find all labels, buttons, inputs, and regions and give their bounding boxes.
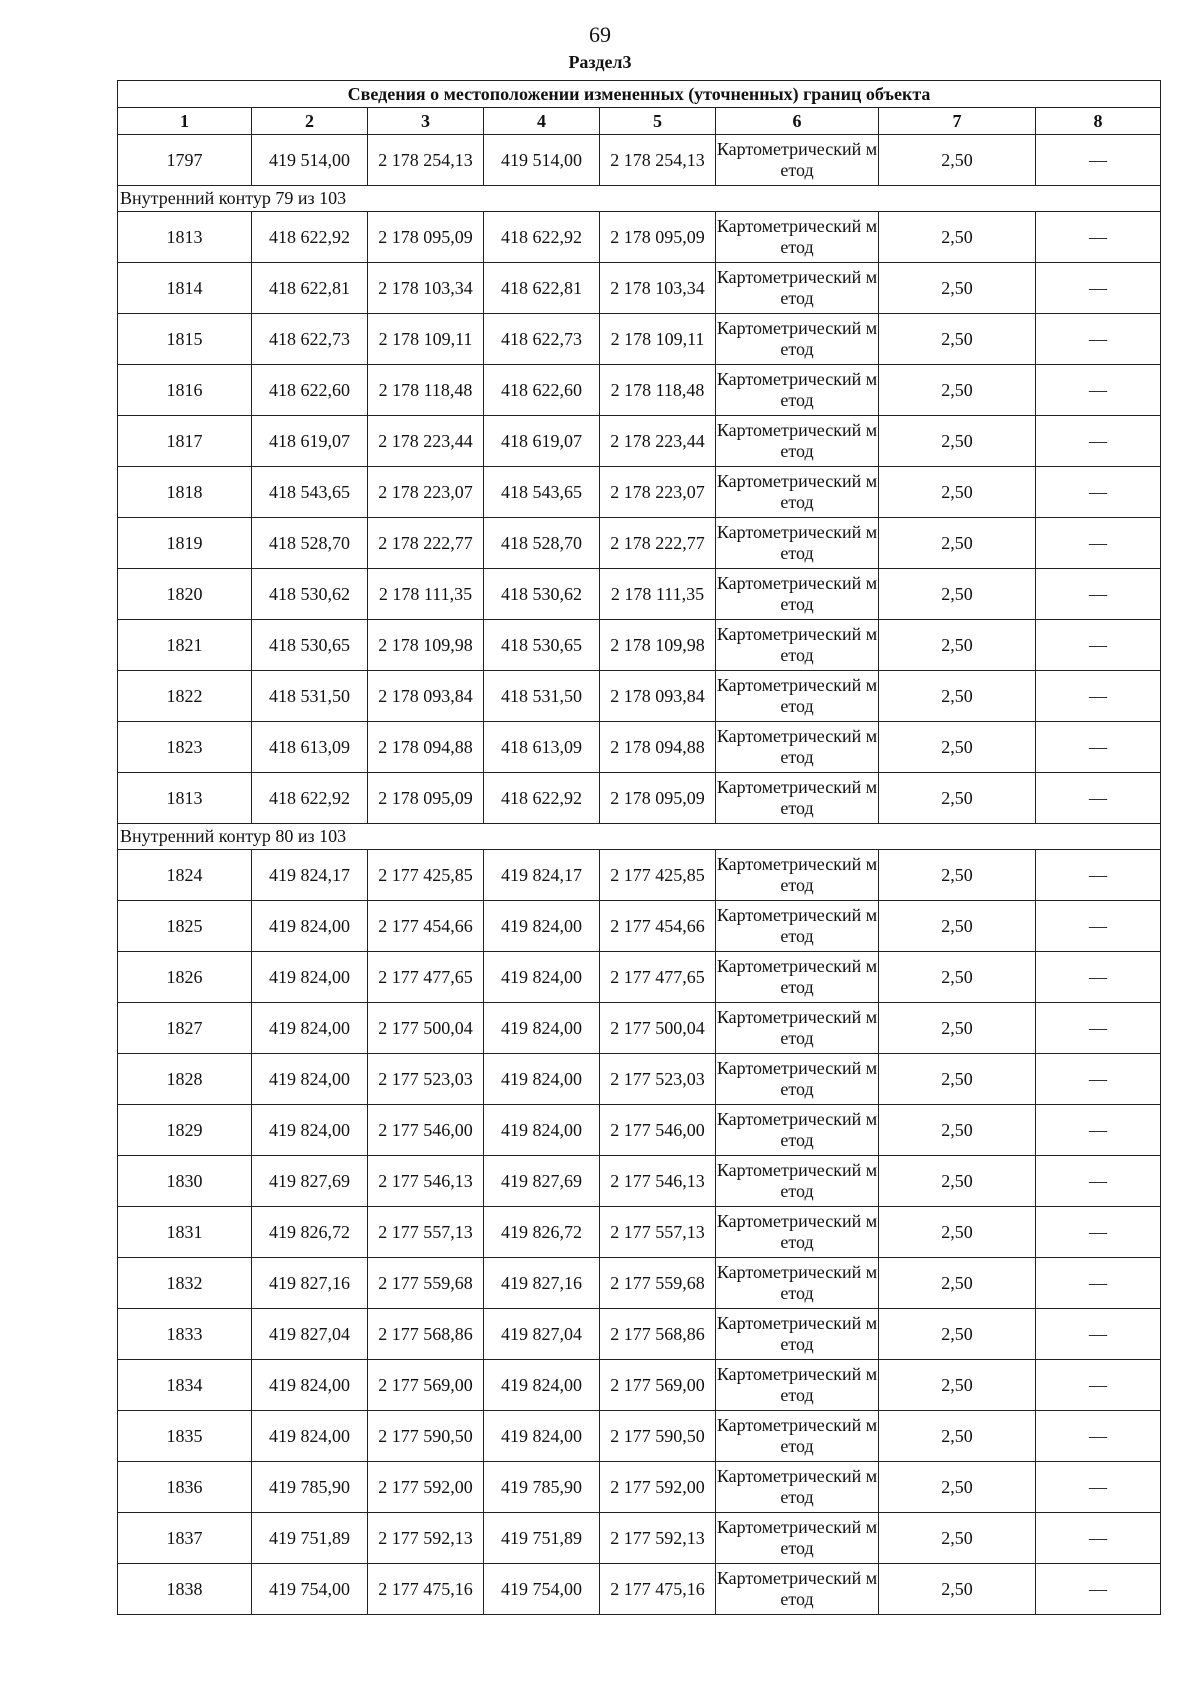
table-row	[118, 1003, 1161, 1054]
description-cell: —	[1036, 467, 1161, 518]
y-new-cell: 2 178 111,35	[600, 569, 716, 620]
x-new-cell: 419 827,69	[484, 1156, 600, 1207]
y-new-cell: 2 177 559,68	[600, 1258, 716, 1309]
description-cell: —	[1036, 1309, 1161, 1360]
table-row	[118, 620, 1161, 671]
x-new-cell: 418 528,70	[484, 518, 600, 569]
accuracy-cell: 2,50	[879, 1258, 1036, 1309]
description-cell: —	[1036, 1207, 1161, 1258]
y-old-cell: 2 178 093,84	[368, 671, 484, 722]
accuracy-cell: 2,50	[879, 671, 1036, 722]
table-row	[118, 212, 1161, 263]
description-cell: —	[1036, 518, 1161, 569]
description-cell: —	[1036, 1360, 1161, 1411]
y-new-cell: 2 178 109,98	[600, 620, 716, 671]
method-cell: Картометрический метод	[716, 901, 879, 952]
y-new-cell: 2 177 477,65	[600, 952, 716, 1003]
accuracy-cell: 2,50	[879, 1411, 1036, 1462]
y-new-cell: 2 178 222,77	[600, 518, 716, 569]
method-cell: Картометрический метод	[716, 569, 879, 620]
method-cell: Картометрический метод	[716, 773, 879, 824]
y-new-cell: 2 177 592,13	[600, 1513, 716, 1564]
accuracy-cell: 2,50	[879, 850, 1036, 901]
point-number-cell: 1838	[118, 1564, 252, 1615]
description-cell: —	[1036, 135, 1161, 186]
point-number-cell: 1825	[118, 901, 252, 952]
contour-label: Внутренний контур 80 из 103	[118, 824, 1161, 850]
description-cell: —	[1036, 1564, 1161, 1615]
x-new-cell: 419 514,00	[484, 135, 600, 186]
y-old-cell: 2 177 475,16	[368, 1564, 484, 1615]
table-row	[118, 901, 1161, 952]
x-new-cell: 419 827,16	[484, 1258, 600, 1309]
table-caption: Сведения о местоположении измененных (уточненных) границ объекта	[118, 81, 1161, 108]
x-old-cell: 418 530,65	[252, 620, 368, 671]
accuracy-cell: 2,50	[879, 135, 1036, 186]
point-number-cell: 1826	[118, 952, 252, 1003]
y-old-cell: 2 177 592,00	[368, 1462, 484, 1513]
y-new-cell: 2 177 425,85	[600, 850, 716, 901]
accuracy-cell: 2,50	[879, 620, 1036, 671]
x-new-cell: 419 824,00	[484, 1360, 600, 1411]
y-old-cell: 2 177 500,04	[368, 1003, 484, 1054]
method-cell: Картометрический метод	[716, 722, 879, 773]
y-new-cell: 2 177 454,66	[600, 901, 716, 952]
y-old-cell: 2 178 118,48	[368, 365, 484, 416]
method-cell: Картометрический метод	[716, 416, 879, 467]
x-old-cell: 419 826,72	[252, 1207, 368, 1258]
x-old-cell: 418 531,50	[252, 671, 368, 722]
column-number: 1	[118, 108, 252, 135]
y-new-cell: 2 177 546,00	[600, 1105, 716, 1156]
y-new-cell: 2 178 254,13	[600, 135, 716, 186]
point-number-cell: 1835	[118, 1411, 252, 1462]
x-new-cell: 419 826,72	[484, 1207, 600, 1258]
table-row	[118, 365, 1161, 416]
table-row	[118, 952, 1161, 1003]
table-row	[118, 1207, 1161, 1258]
y-new-cell: 2 178 093,84	[600, 671, 716, 722]
accuracy-cell: 2,50	[879, 901, 1036, 952]
description-cell: —	[1036, 416, 1161, 467]
point-number-cell: 1813	[118, 773, 252, 824]
x-new-cell: 418 622,81	[484, 263, 600, 314]
x-new-cell: 419 824,00	[484, 952, 600, 1003]
accuracy-cell: 2,50	[879, 314, 1036, 365]
table-row	[118, 263, 1161, 314]
method-cell: Картометрический метод	[716, 1462, 879, 1513]
x-new-cell: 418 622,60	[484, 365, 600, 416]
accuracy-cell: 2,50	[879, 1564, 1036, 1615]
method-cell: Картометрический метод	[716, 1003, 879, 1054]
x-old-cell: 418 619,07	[252, 416, 368, 467]
column-number: 2	[252, 108, 368, 135]
accuracy-cell: 2,50	[879, 1513, 1036, 1564]
accuracy-cell: 2,50	[879, 1462, 1036, 1513]
description-cell: —	[1036, 620, 1161, 671]
x-old-cell: 418 622,60	[252, 365, 368, 416]
x-new-cell: 418 619,07	[484, 416, 600, 467]
x-new-cell: 419 751,89	[484, 1513, 600, 1564]
point-number-cell: 1823	[118, 722, 252, 773]
x-new-cell: 419 824,00	[484, 901, 600, 952]
method-cell: Картометрический метод	[716, 1105, 879, 1156]
point-number-cell: 1815	[118, 314, 252, 365]
description-cell: —	[1036, 952, 1161, 1003]
accuracy-cell: 2,50	[879, 1360, 1036, 1411]
accuracy-cell: 2,50	[879, 467, 1036, 518]
x-old-cell: 418 622,92	[252, 773, 368, 824]
method-cell: Картометрический метод	[716, 314, 879, 365]
description-cell: —	[1036, 901, 1161, 952]
x-new-cell: 419 824,00	[484, 1003, 600, 1054]
boundary-coordinates-table	[117, 80, 1161, 1615]
y-new-cell: 2 178 103,34	[600, 263, 716, 314]
accuracy-cell: 2,50	[879, 1054, 1036, 1105]
x-old-cell: 419 514,00	[252, 135, 368, 186]
method-cell: Картометрический метод	[716, 850, 879, 901]
description-cell: —	[1036, 1003, 1161, 1054]
description-cell: —	[1036, 1156, 1161, 1207]
accuracy-cell: 2,50	[879, 1309, 1036, 1360]
x-new-cell: 419 824,00	[484, 1054, 600, 1105]
point-number-cell: 1827	[118, 1003, 252, 1054]
table-row	[118, 569, 1161, 620]
table-row	[118, 416, 1161, 467]
point-number-cell: 1797	[118, 135, 252, 186]
table-row	[118, 1411, 1161, 1462]
point-number-cell: 1814	[118, 263, 252, 314]
column-number: 5	[600, 108, 716, 135]
y-old-cell: 2 178 095,09	[368, 212, 484, 263]
description-cell: —	[1036, 569, 1161, 620]
method-cell: Картометрический метод	[716, 1411, 879, 1462]
table-row	[118, 1309, 1161, 1360]
column-number: 6	[716, 108, 879, 135]
x-new-cell: 419 824,00	[484, 1105, 600, 1156]
x-new-cell: 418 530,65	[484, 620, 600, 671]
point-number-cell: 1837	[118, 1513, 252, 1564]
method-cell: Картометрический метод	[716, 212, 879, 263]
table-row	[118, 1564, 1161, 1615]
method-cell: Картометрический метод	[716, 952, 879, 1003]
y-new-cell: 2 177 523,03	[600, 1054, 716, 1105]
y-new-cell: 2 178 223,07	[600, 467, 716, 518]
point-number-cell: 1821	[118, 620, 252, 671]
method-cell: Картометрический метод	[716, 620, 879, 671]
y-old-cell: 2 178 223,44	[368, 416, 484, 467]
y-new-cell: 2 177 546,13	[600, 1156, 716, 1207]
description-cell: —	[1036, 1462, 1161, 1513]
table-row	[118, 1156, 1161, 1207]
x-old-cell: 418 528,70	[252, 518, 368, 569]
description-cell: —	[1036, 671, 1161, 722]
method-cell: Картометрический метод	[716, 1207, 879, 1258]
y-old-cell: 2 177 557,13	[368, 1207, 484, 1258]
x-old-cell: 418 622,92	[252, 212, 368, 263]
table-row	[118, 467, 1161, 518]
y-old-cell: 2 177 454,66	[368, 901, 484, 952]
x-old-cell: 418 543,65	[252, 467, 368, 518]
y-new-cell: 2 177 500,04	[600, 1003, 716, 1054]
y-old-cell: 2 177 559,68	[368, 1258, 484, 1309]
x-old-cell: 418 622,81	[252, 263, 368, 314]
description-cell: —	[1036, 722, 1161, 773]
x-new-cell: 418 613,09	[484, 722, 600, 773]
y-old-cell: 2 178 095,09	[368, 773, 484, 824]
description-cell: —	[1036, 1054, 1161, 1105]
table-row	[118, 518, 1161, 569]
x-old-cell: 419 824,00	[252, 1411, 368, 1462]
x-new-cell: 419 785,90	[484, 1462, 600, 1513]
x-old-cell: 419 827,69	[252, 1156, 368, 1207]
table-row	[118, 722, 1161, 773]
description-cell: —	[1036, 365, 1161, 416]
point-number-cell: 1816	[118, 365, 252, 416]
y-old-cell: 2 178 094,88	[368, 722, 484, 773]
x-old-cell: 419 824,00	[252, 901, 368, 952]
x-new-cell: 419 824,00	[484, 1411, 600, 1462]
x-old-cell: 419 824,00	[252, 952, 368, 1003]
method-cell: Картометрический метод	[716, 1054, 879, 1105]
point-number-cell: 1820	[118, 569, 252, 620]
x-old-cell: 419 827,04	[252, 1309, 368, 1360]
table-body	[118, 135, 1161, 1615]
x-old-cell: 419 824,00	[252, 1054, 368, 1105]
method-cell: Картометрический метод	[716, 365, 879, 416]
method-cell: Картометрический метод	[716, 135, 879, 186]
x-old-cell: 419 824,00	[252, 1360, 368, 1411]
column-number: 7	[879, 108, 1036, 135]
method-cell: Картометрический метод	[716, 671, 879, 722]
method-cell: Картометрический метод	[716, 1360, 879, 1411]
method-cell: Картометрический метод	[716, 1156, 879, 1207]
accuracy-cell: 2,50	[879, 212, 1036, 263]
x-old-cell: 419 824,00	[252, 1105, 368, 1156]
point-number-cell: 1824	[118, 850, 252, 901]
x-old-cell: 418 622,73	[252, 314, 368, 365]
y-old-cell: 2 177 546,00	[368, 1105, 484, 1156]
y-old-cell: 2 178 109,11	[368, 314, 484, 365]
x-old-cell: 418 613,09	[252, 722, 368, 773]
x-new-cell: 418 530,62	[484, 569, 600, 620]
method-cell: Картометрический метод	[716, 1309, 879, 1360]
accuracy-cell: 2,50	[879, 1207, 1036, 1258]
description-cell: —	[1036, 1105, 1161, 1156]
description-cell: —	[1036, 1258, 1161, 1309]
x-old-cell: 419 824,00	[252, 1003, 368, 1054]
column-number: 3	[368, 108, 484, 135]
table-row	[118, 1513, 1161, 1564]
description-cell: —	[1036, 1411, 1161, 1462]
point-number-cell: 1818	[118, 467, 252, 518]
y-old-cell: 2 177 569,00	[368, 1360, 484, 1411]
y-old-cell: 2 178 109,98	[368, 620, 484, 671]
y-old-cell: 2 177 477,65	[368, 952, 484, 1003]
accuracy-cell: 2,50	[879, 263, 1036, 314]
description-cell: —	[1036, 314, 1161, 365]
y-old-cell: 2 178 223,07	[368, 467, 484, 518]
x-new-cell: 418 622,92	[484, 212, 600, 263]
description-cell: —	[1036, 1513, 1161, 1564]
contour-group-row	[118, 186, 1161, 212]
y-new-cell: 2 178 109,11	[600, 314, 716, 365]
x-old-cell: 418 530,62	[252, 569, 368, 620]
method-cell: Картометрический метод	[716, 1564, 879, 1615]
table-row	[118, 671, 1161, 722]
y-new-cell: 2 177 475,16	[600, 1564, 716, 1615]
y-old-cell: 2 177 546,13	[368, 1156, 484, 1207]
description-cell: —	[1036, 850, 1161, 901]
method-cell: Картометрический метод	[716, 467, 879, 518]
x-new-cell: 418 543,65	[484, 467, 600, 518]
description-cell: —	[1036, 212, 1161, 263]
y-new-cell: 2 178 118,48	[600, 365, 716, 416]
x-new-cell: 419 827,04	[484, 1309, 600, 1360]
column-number: 4	[484, 108, 600, 135]
point-number-cell: 1832	[118, 1258, 252, 1309]
x-old-cell: 419 824,17	[252, 850, 368, 901]
y-new-cell: 2 177 569,00	[600, 1360, 716, 1411]
table-row	[118, 1462, 1161, 1513]
y-old-cell: 2 177 425,85	[368, 850, 484, 901]
x-new-cell: 418 622,92	[484, 773, 600, 824]
description-cell: —	[1036, 263, 1161, 314]
table-row	[118, 773, 1161, 824]
table-row	[118, 1054, 1161, 1105]
point-number-cell: 1830	[118, 1156, 252, 1207]
y-new-cell: 2 178 094,88	[600, 722, 716, 773]
point-number-cell: 1819	[118, 518, 252, 569]
table-row	[118, 1258, 1161, 1309]
y-old-cell: 2 178 254,13	[368, 135, 484, 186]
y-new-cell: 2 177 568,86	[600, 1309, 716, 1360]
y-old-cell: 2 178 103,34	[368, 263, 484, 314]
table-row	[118, 1360, 1161, 1411]
point-number-cell: 1813	[118, 212, 252, 263]
point-number-cell: 1834	[118, 1360, 252, 1411]
y-old-cell: 2 178 222,77	[368, 518, 484, 569]
y-new-cell: 2 177 590,50	[600, 1411, 716, 1462]
point-number-cell: 1822	[118, 671, 252, 722]
y-old-cell: 2 177 568,86	[368, 1309, 484, 1360]
contour-group-row	[118, 824, 1161, 850]
accuracy-cell: 2,50	[879, 416, 1036, 467]
accuracy-cell: 2,50	[879, 773, 1036, 824]
point-number-cell: 1829	[118, 1105, 252, 1156]
y-old-cell: 2 178 111,35	[368, 569, 484, 620]
x-old-cell: 419 754,00	[252, 1564, 368, 1615]
page-number: 69	[589, 22, 611, 47]
x-new-cell: 419 824,17	[484, 850, 600, 901]
x-old-cell: 419 785,90	[252, 1462, 368, 1513]
y-old-cell: 2 177 590,50	[368, 1411, 484, 1462]
y-new-cell: 2 177 592,00	[600, 1462, 716, 1513]
y-new-cell: 2 177 557,13	[600, 1207, 716, 1258]
accuracy-cell: 2,50	[879, 365, 1036, 416]
x-new-cell: 419 754,00	[484, 1564, 600, 1615]
method-cell: Картометрический метод	[716, 263, 879, 314]
y-new-cell: 2 178 095,09	[600, 212, 716, 263]
method-cell: Картометрический метод	[716, 1513, 879, 1564]
contour-label: Внутренний контур 79 из 103	[118, 186, 1161, 212]
column-number: 8	[1036, 108, 1161, 135]
x-new-cell: 418 531,50	[484, 671, 600, 722]
x-old-cell: 419 827,16	[252, 1258, 368, 1309]
point-number-cell: 1817	[118, 416, 252, 467]
accuracy-cell: 2,50	[879, 722, 1036, 773]
column-number-row	[118, 108, 1161, 135]
accuracy-cell: 2,50	[879, 1003, 1036, 1054]
method-cell: Картометрический метод	[716, 518, 879, 569]
accuracy-cell: 2,50	[879, 518, 1036, 569]
y-new-cell: 2 178 223,44	[600, 416, 716, 467]
point-number-cell: 1831	[118, 1207, 252, 1258]
x-new-cell: 418 622,73	[484, 314, 600, 365]
y-old-cell: 2 177 523,03	[368, 1054, 484, 1105]
table-row	[118, 1105, 1161, 1156]
y-new-cell: 2 178 095,09	[600, 773, 716, 824]
method-cell: Картометрический метод	[716, 1258, 879, 1309]
accuracy-cell: 2,50	[879, 952, 1036, 1003]
accuracy-cell: 2,50	[879, 1156, 1036, 1207]
description-cell: —	[1036, 773, 1161, 824]
x-old-cell: 419 751,89	[252, 1513, 368, 1564]
table-row	[118, 135, 1161, 186]
section-title: Раздел3	[568, 52, 632, 72]
point-number-cell: 1836	[118, 1462, 252, 1513]
accuracy-cell: 2,50	[879, 569, 1036, 620]
point-number-cell: 1828	[118, 1054, 252, 1105]
table-row	[118, 850, 1161, 901]
table-row	[118, 314, 1161, 365]
accuracy-cell: 2,50	[879, 1105, 1036, 1156]
point-number-cell: 1833	[118, 1309, 252, 1360]
y-old-cell: 2 177 592,13	[368, 1513, 484, 1564]
